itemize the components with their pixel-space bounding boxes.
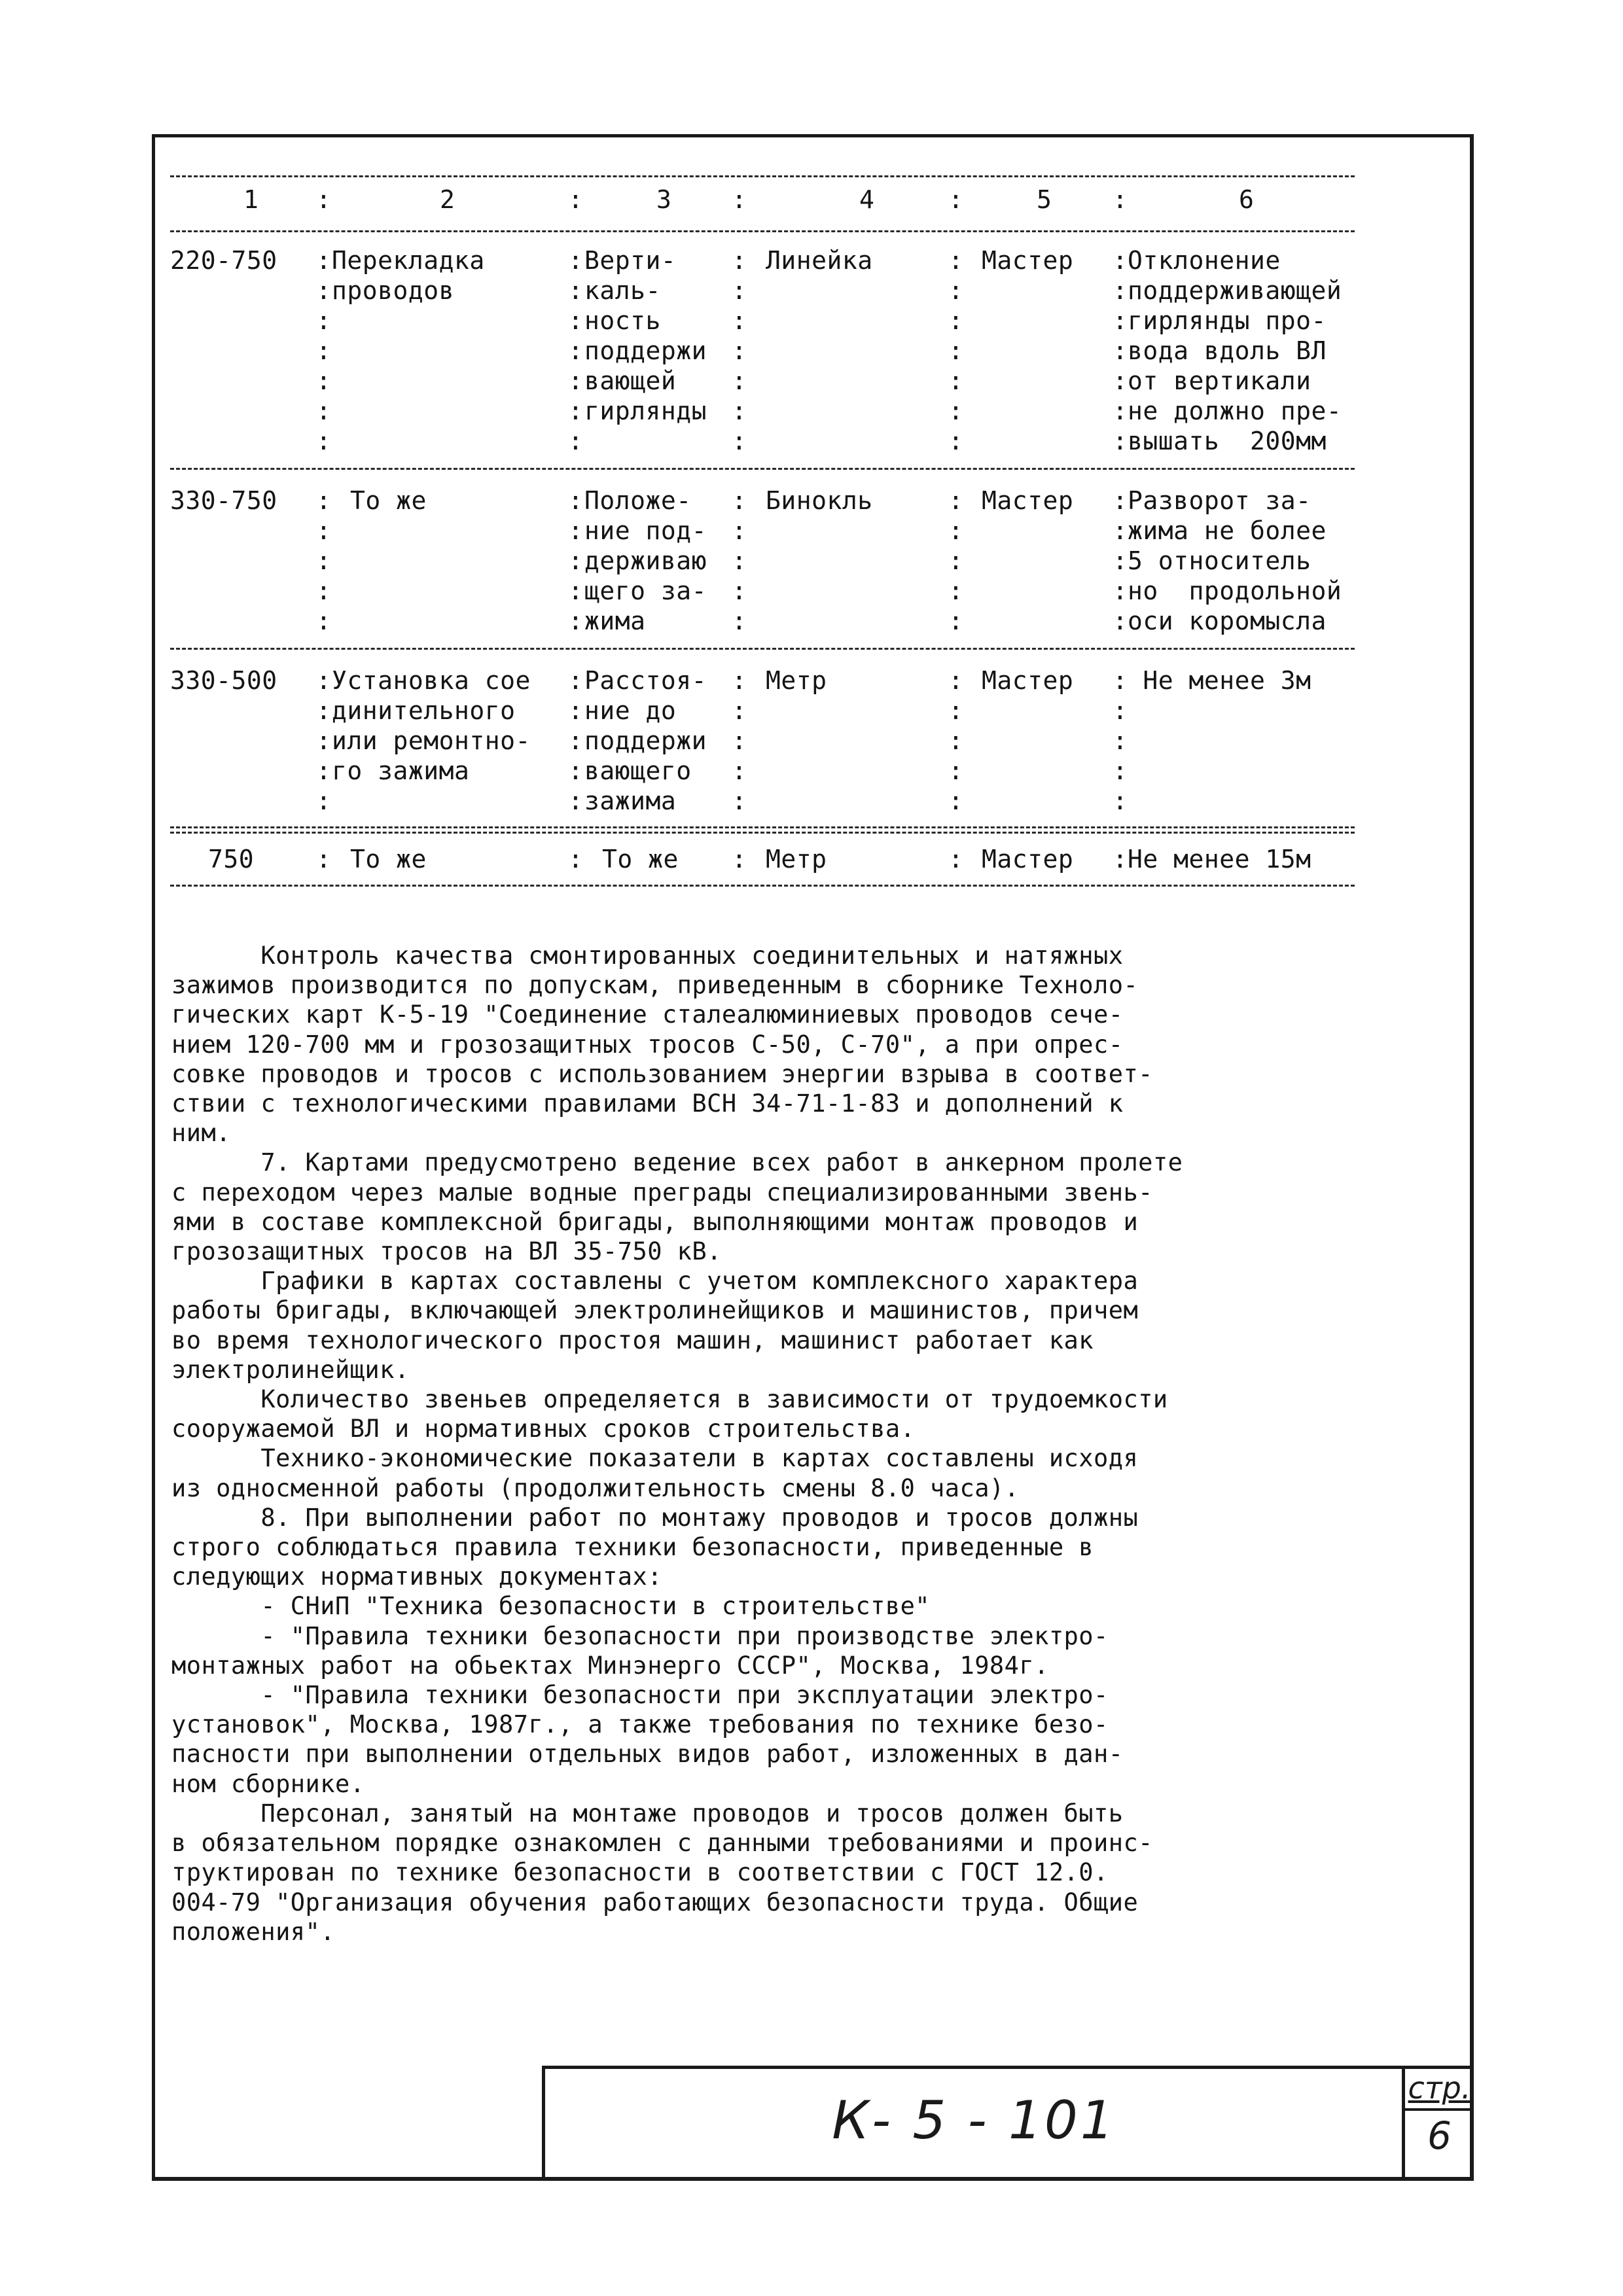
requirement-line: не должно пре-: [1128, 397, 1342, 425]
voltage-cell: 330-500: [170, 666, 277, 695]
operation-line: Установка сое: [332, 666, 531, 695]
body-text: Контроль качества смонтированных соединительных и натяжных зажимов производится по допускам, приведенным в сборнике Техноло- гических карт К-5-19 "Соединение сталеалюминиевых проводов сече- нием 120-700 мм и грозозащитных тросов С-50, С-70", а при опрес- совке проводов и тросов с использованием энергии взрыва в соответ- ствии с технологическими правилами ВСН 34-71-1-83 и дополнений к ним. 7. Картами предусмотрено ведение всех работ в анкерном пролете с переходом через малые водные преграды специализированными звень- ями в составе комплексной бригады, выполняющими монтаж проводов и грозозащитных тросов на ВЛ 35-750 кВ. Графики в картах составлены с учетом комплексного характера работы бригады, включающей электролинейщиков и машинистов, причем во время технологического простоя машин, машинист работает как электролинейщик. Количество звеньев определяется в зависимости от трудоемкости сооружаемой ВЛ и нормативных сроков строительства. Технико-экономические показатели в картах составлены исходя из односменной работы (продолжительность смены 8.0 часа). 8. При выполнении работ по монтажу проводов и тросов должны строго соблюдаться правила техники безопасности, приведенные в следующих нормативных документах: - СНиП "Техника безопасности в строительстве" - "Правила техники безопасности при производстве электро- монтажных работ на обьектах Минэнерго СССР", Москва, 1984г. - "Правила техники безопасности при эксплуатации электро- установок", Москва, 1987г., а также требования по технике безо- пасности при выполнении отдельных видов работ, изложенных в дан- ном сборнике. Персонал, занятый на монтаже проводов и тросов должен быть в обязательном порядке ознакомлен с данными требованиями и проинс- труктирован по технике безопасности в соответствии с ГОСТ 12.0. 004-79 "Организация обучения работающих безопасности труда. Общие положения".: [171, 942, 1183, 1946]
parameter-line: То же: [602, 845, 679, 874]
parameter-line: вающей: [584, 366, 677, 395]
requirement-line: вода вдоль ВЛ: [1128, 336, 1327, 365]
table-rule: [170, 885, 1355, 887]
instrument-cell: Метр: [766, 845, 827, 874]
parameter-line: Расстоя-: [584, 666, 707, 695]
parameter-line: жима: [584, 607, 646, 635]
requirement-line: Не менее 3м: [1128, 666, 1311, 695]
requirement-line: Не менее 15м: [1128, 845, 1311, 874]
table-rule: [170, 832, 1355, 834]
controller-cell: Мастер: [982, 486, 1074, 515]
table-rule: [170, 648, 1355, 650]
parameter-line: гирлянды: [584, 397, 707, 425]
requirement-line: Разворот за-: [1128, 486, 1311, 515]
table-rule: [170, 468, 1355, 470]
column-number: 4: [859, 185, 875, 214]
parameter-line: поддержи: [584, 726, 707, 755]
column-number: 5: [1037, 185, 1052, 214]
operation-line: или ремонтно-: [332, 726, 531, 755]
parameter-line: Положе-: [584, 486, 692, 515]
requirement-line: Отклонение: [1128, 246, 1281, 275]
table-rule: [170, 175, 1355, 177]
requirement-line: оси коромысла: [1128, 607, 1327, 635]
page-number: 6: [1427, 2113, 1452, 2158]
document-code: К- 5 - 101: [832, 2090, 1116, 2151]
page-divider: [1405, 2108, 1474, 2111]
operation-line: го зажима: [332, 756, 470, 785]
parameter-line: ние под-: [584, 516, 707, 545]
column-number: 1: [243, 185, 259, 214]
parameter-line: вающего: [584, 756, 692, 785]
instrument-cell: Линейка: [766, 246, 873, 275]
parameter-line: щего за-: [584, 576, 707, 605]
operation-line: Перекладка: [332, 246, 485, 275]
requirement-line: но продольной: [1128, 576, 1342, 605]
parameter-line: ние до: [584, 696, 677, 725]
page-label: стр.: [1408, 2070, 1471, 2106]
parameter-line: ность: [584, 306, 661, 335]
parameter-line: Верти-: [584, 246, 677, 275]
parameter-line: держиваю: [584, 546, 707, 575]
voltage-cell: 330-750: [170, 486, 277, 515]
requirement-line: от вертикали: [1128, 366, 1311, 395]
requirement-line: вышать 200мм: [1128, 427, 1327, 455]
column-number: 6: [1239, 185, 1255, 214]
instrument-cell: Бинокль: [766, 486, 873, 515]
voltage-cell: 750: [208, 845, 255, 874]
parameter-line: зажима: [584, 786, 677, 815]
operation-line: проводов: [332, 276, 455, 305]
instrument-cell: Метр: [766, 666, 827, 695]
controller-cell: Мастер: [982, 845, 1074, 874]
page-number-box: [1402, 2066, 1474, 2177]
controller-cell: Мастер: [982, 246, 1074, 275]
requirement-line: 5 относитель: [1128, 546, 1311, 575]
column-number: 2: [440, 185, 455, 214]
parameter-line: поддержи: [584, 336, 707, 365]
requirement-line: гирлянды про-: [1128, 306, 1327, 335]
table-rule: [170, 230, 1355, 232]
parameter-line: каль-: [584, 276, 661, 305]
operation-line: То же: [350, 486, 427, 515]
requirement-line: поддерживающей: [1128, 276, 1342, 305]
controller-cell: Мастер: [982, 666, 1074, 695]
voltage-cell: 220-750: [170, 246, 277, 275]
operation-line: То же: [350, 845, 427, 874]
operation-line: динительного: [332, 696, 516, 725]
requirement-line: жима не более: [1128, 516, 1327, 545]
table-rule: [170, 826, 1355, 828]
column-number: 3: [656, 185, 672, 214]
title-block: [542, 2066, 1403, 2177]
